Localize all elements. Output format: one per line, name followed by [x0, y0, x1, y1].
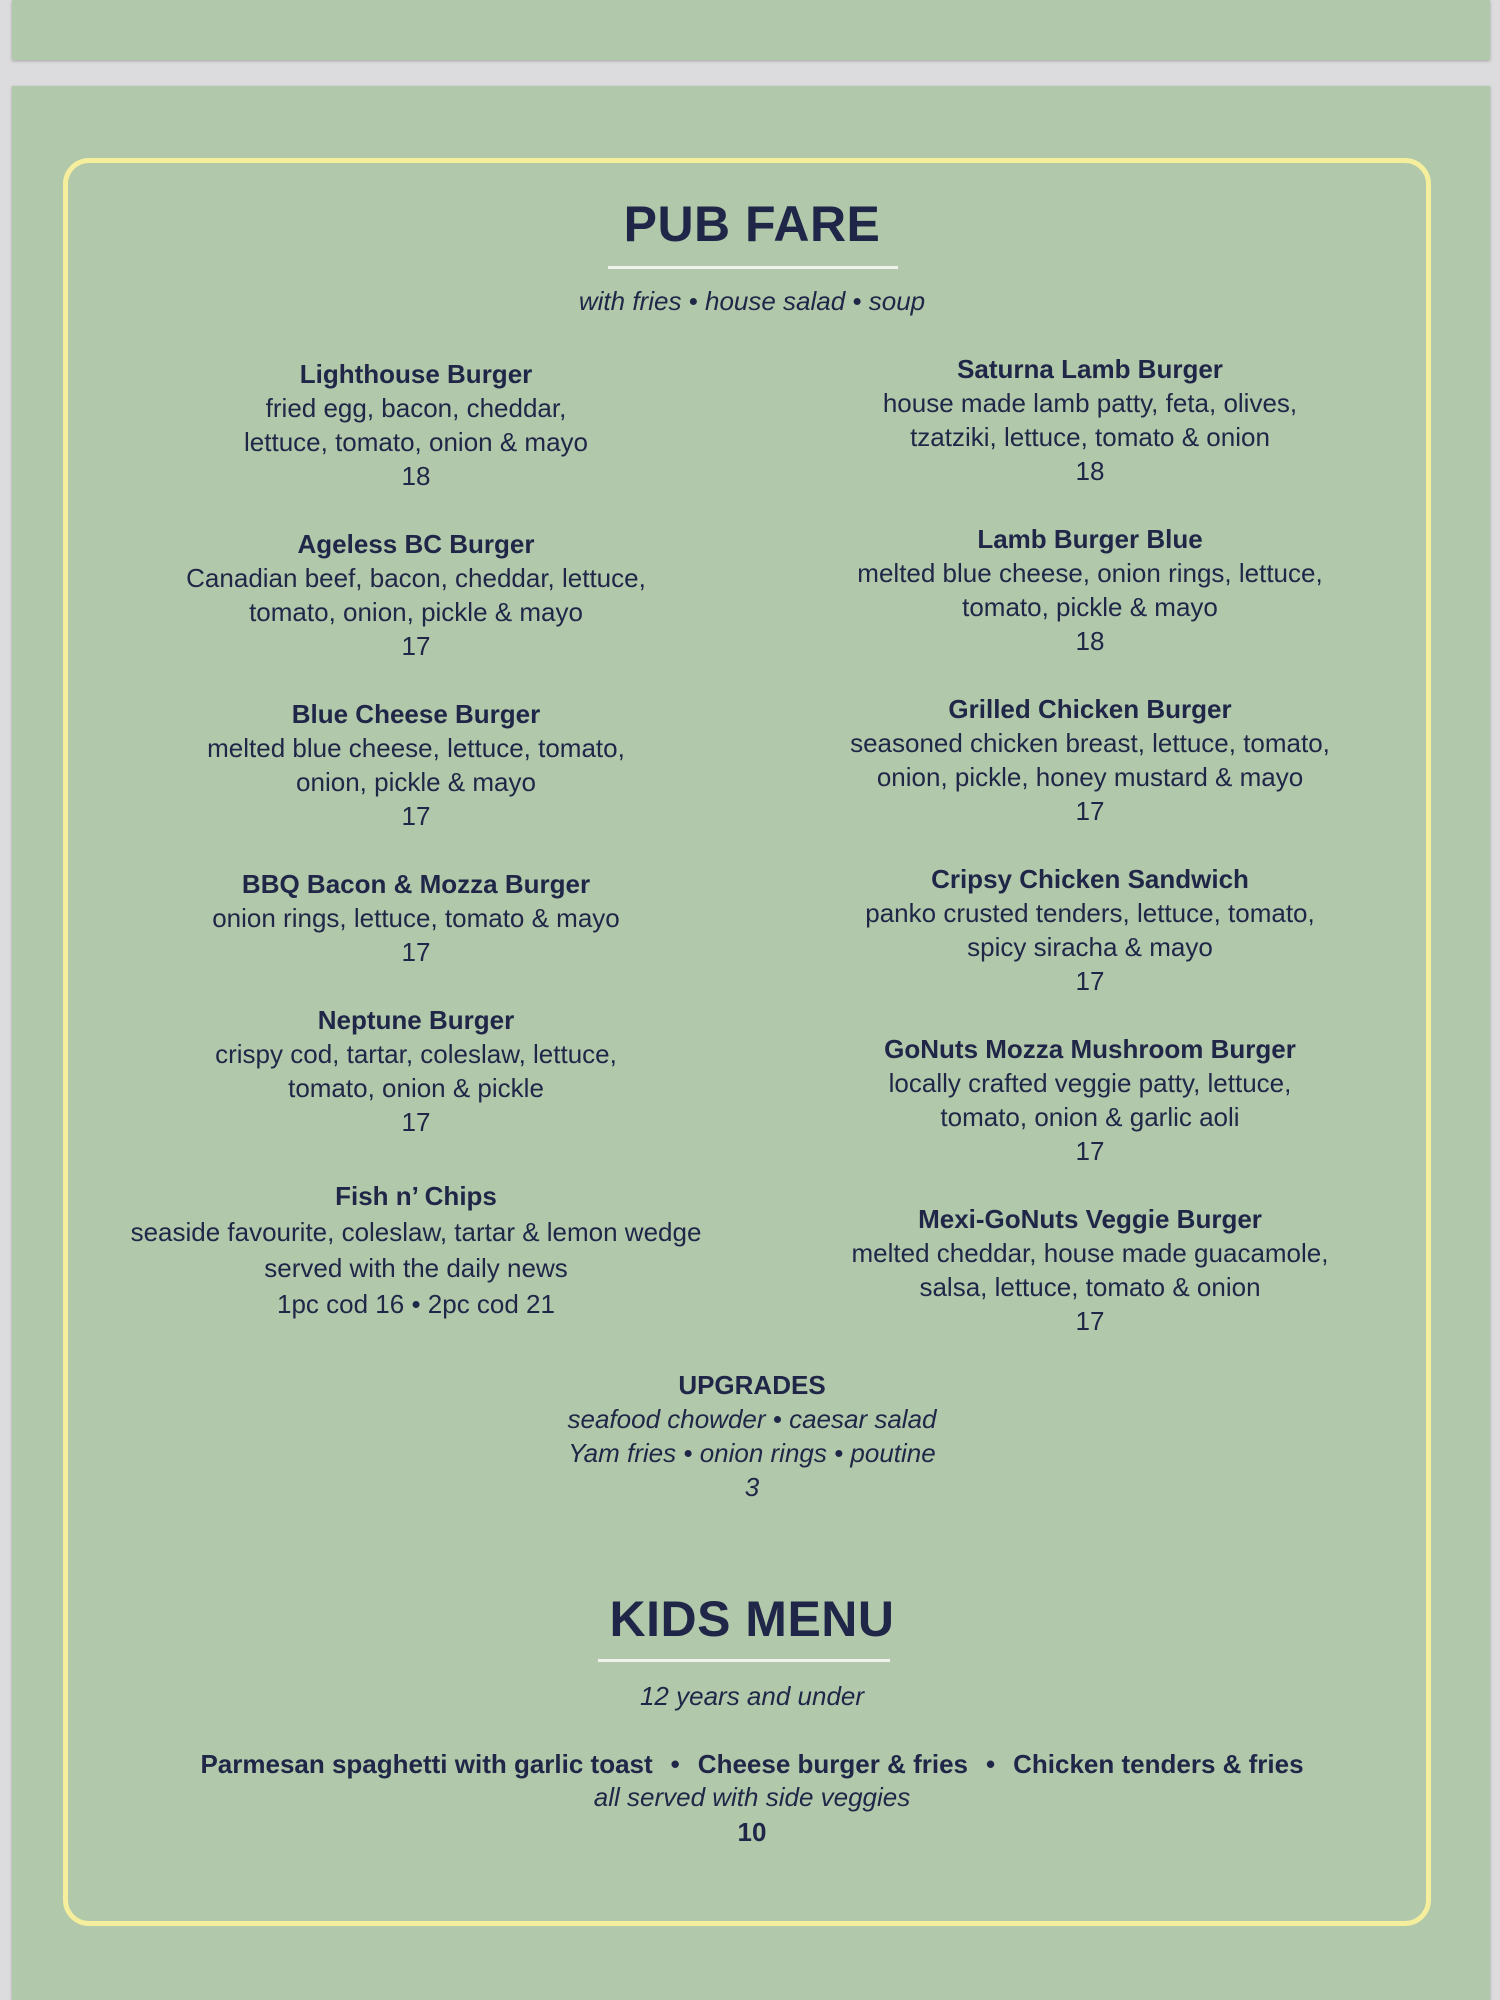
- item-price: 17: [1075, 1136, 1105, 1166]
- item-description: seasoned chicken breast, lettuce, tomato, onion, pickle, honey mustard & mayo: [850, 728, 1330, 792]
- menu-item: [96, 1178, 736, 1322]
- menu-item: [770, 352, 1410, 488]
- kids-item: Parmesan spaghetti with garlic toast: [200, 1749, 653, 1779]
- item-price: 17: [401, 801, 431, 831]
- item-description: panko crusted tenders, lettuce, tomato, spicy siracha & mayo: [865, 898, 1315, 962]
- previous-page-edge: [12, 0, 1490, 60]
- item-description: fried egg, bacon, cheddar, lettuce, tomato, onion & mayo: [244, 393, 588, 457]
- kids-menu-subtitle: 12 years and under: [639, 1681, 865, 1711]
- item-name: Lighthouse Burger: [299, 359, 533, 389]
- item-description: seaside favourite, coleslaw, tartar & lemon wedge served with the daily news: [130, 1217, 702, 1283]
- upgrades-line: Yam fries • onion rings • poutine: [568, 1438, 936, 1468]
- menu-item: [96, 697, 736, 833]
- item-description: Canadian beef, bacon, cheddar, lettuce, tomato, onion, pickle & mayo: [186, 563, 646, 627]
- upgrades-section: [568, 1368, 937, 1504]
- item-description: house made lamb patty, feta, olives, tzatziki, lettuce, tomato & onion: [882, 388, 1298, 452]
- upgrades-title: UPGRADES: [678, 1370, 826, 1400]
- kids-menu-title: KIDS MENU: [609, 1591, 895, 1647]
- separator-dot: •: [670, 1749, 680, 1779]
- pub-fare-title: PUB FARE: [623, 196, 881, 252]
- item-price: 17: [401, 937, 431, 967]
- item-name: BBQ Bacon & Mozza Burger: [241, 869, 591, 899]
- item-name: Blue Cheese Burger: [291, 699, 541, 729]
- item-description: melted blue cheese, onion rings, lettuce, tomato, pickle & mayo: [857, 558, 1323, 622]
- item-price: 17: [401, 631, 431, 661]
- menu-item: [96, 527, 736, 663]
- kids-item: Cheese burger & fries: [697, 1749, 969, 1779]
- menu-item: [770, 1032, 1410, 1168]
- item-price: 1pc cod 16 • 2pc cod 21: [277, 1289, 555, 1319]
- menu-item: [770, 692, 1410, 828]
- kids-menu-price: 10: [737, 1817, 767, 1847]
- item-name: Neptune Burger: [317, 1005, 515, 1035]
- item-price: 17: [1075, 966, 1105, 996]
- item-description: melted blue cheese, lettuce, tomato, onion, pickle & mayo: [207, 733, 625, 797]
- menu-item: [96, 1003, 736, 1139]
- item-name: Fish n’ Chips: [335, 1181, 497, 1211]
- item-name: Lamb Burger Blue: [977, 524, 1203, 554]
- separator-dot: •: [986, 1749, 996, 1779]
- pub-fare-subtitle: with fries • house salad • soup: [578, 286, 926, 316]
- kids-menu-title-rule: [598, 1659, 890, 1662]
- item-description: crispy cod, tartar, coleslaw, lettuce, tomato, onion & pickle: [215, 1039, 617, 1103]
- item-price: 17: [1075, 1306, 1105, 1336]
- menu-item: [770, 862, 1410, 998]
- upgrades-line: seafood chowder • caesar salad: [567, 1404, 937, 1434]
- item-name: Cripsy Chicken Sandwich: [931, 864, 1249, 894]
- item-price: 18: [401, 461, 431, 491]
- item-name: Mexi-GoNuts Veggie Burger: [918, 1204, 1262, 1234]
- item-price: 17: [401, 1107, 431, 1137]
- item-price: 18: [1075, 456, 1105, 486]
- pub-fare-title-rule: [608, 266, 898, 269]
- item-description: melted cheddar, house made guacamole, salsa, lettuce, tomato & onion: [851, 1238, 1329, 1302]
- item-name: Grilled Chicken Burger: [948, 694, 1232, 724]
- item-description: locally crafted veggie patty, lettuce, tomato, onion & garlic aoli: [888, 1068, 1292, 1132]
- kids-item: Chicken tenders & fries: [1013, 1749, 1304, 1779]
- upgrades-price: 3: [744, 1472, 760, 1502]
- kids-menu-note: all served with side veggies: [593, 1782, 911, 1812]
- item-price: 17: [1075, 796, 1105, 826]
- menu-item: [96, 357, 736, 493]
- kids-items-line: [200, 1747, 1303, 1781]
- item-price: 18: [1075, 626, 1105, 656]
- menu-item: [770, 522, 1410, 658]
- item-name: GoNuts Mozza Mushroom Burger: [884, 1034, 1296, 1064]
- item-name: Saturna Lamb Burger: [957, 354, 1223, 384]
- item-description: onion rings, lettuce, tomato & mayo: [212, 903, 620, 933]
- item-name: Ageless BC Burger: [297, 529, 535, 559]
- menu-item: [770, 1202, 1410, 1338]
- menu-item: [96, 867, 736, 969]
